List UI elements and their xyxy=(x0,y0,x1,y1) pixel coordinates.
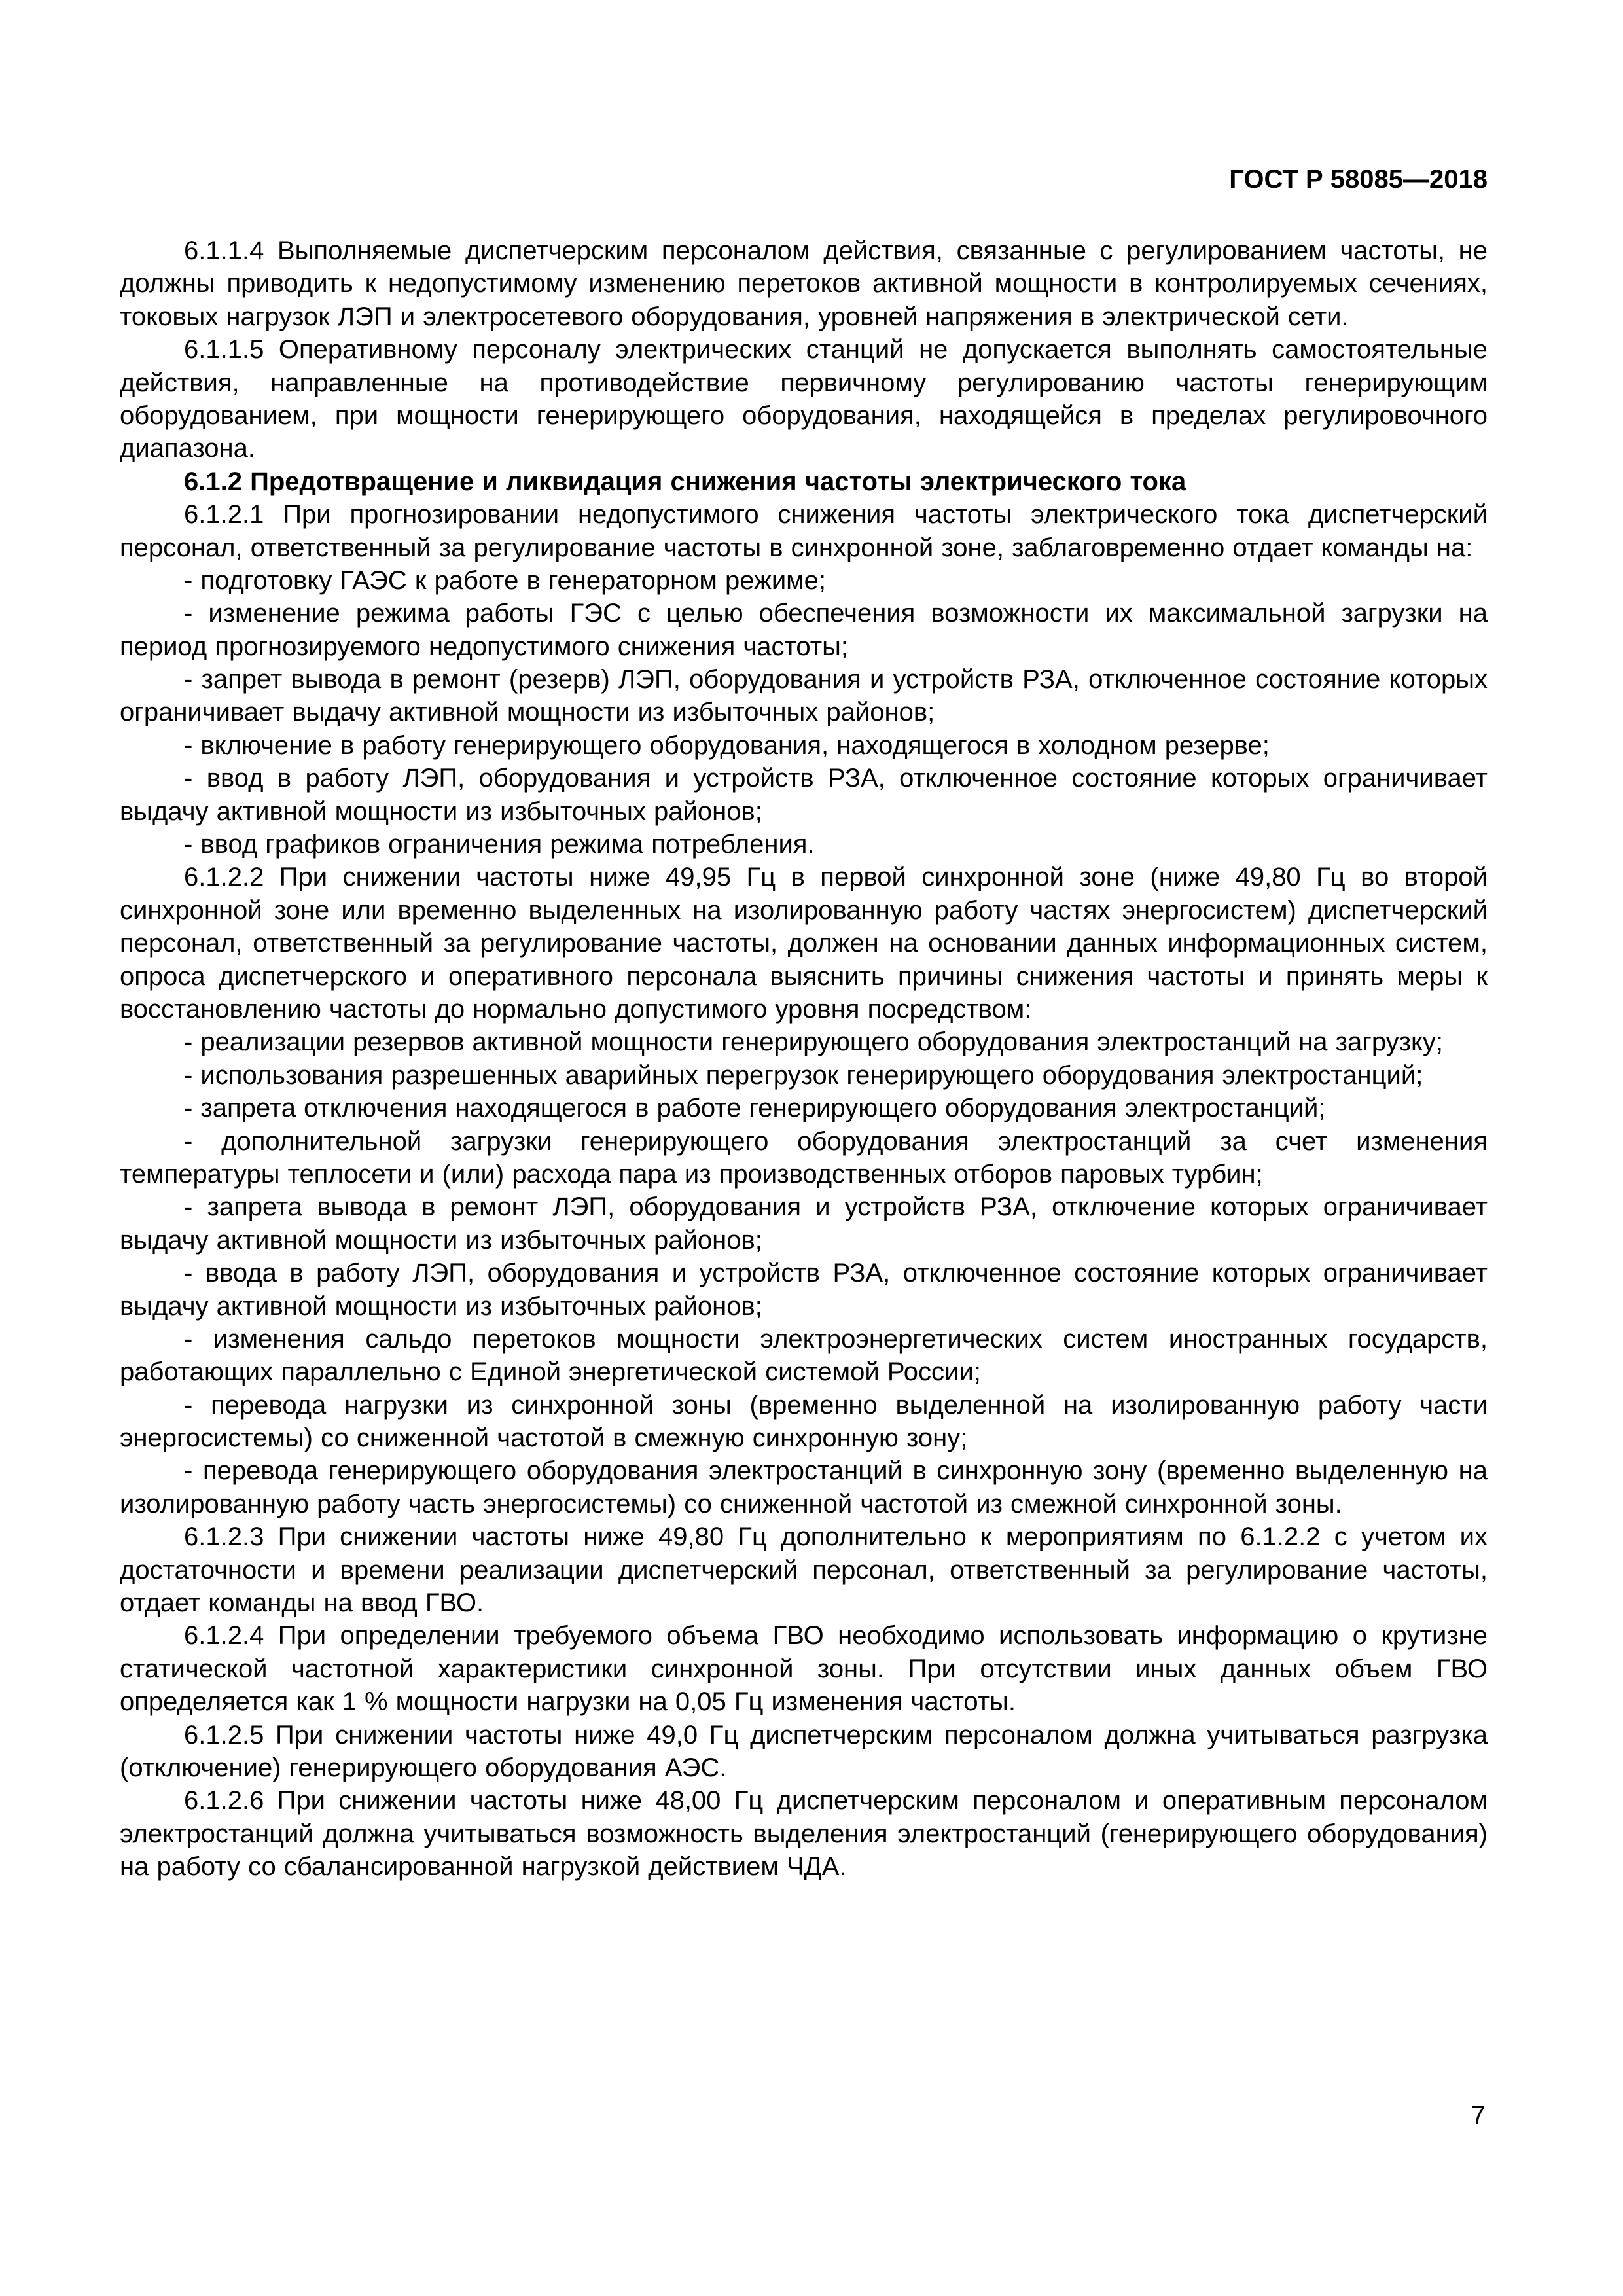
para-6-1-2-2: 6.1.2.2 При снижении частоты ниже 49,95 Гц в первой синхронной зоне (ниже 49,80 Гц во второй синхронной зоне или временно выделенных на изолированную работу частях энергосистем) диспетчерский персонал, ответственный за регулирование частоты, должен на основании данных информационных систем, опроса диспетчерского и оперативного персонала выяснить причины снижения частоты и принять меры к восстановлению частоты до нормально допустимого уровня посредством: xyxy=(120,863,1488,1024)
list-item: - изменения сальдо перетоков мощности электроэнергетических систем иностранных государств, работающих параллельно с Единой энергетической системой России; xyxy=(120,1324,1488,1387)
para-6-1-1-5: 6.1.1.5 Оперативному персоналу электрических станций не допускается выполнять самостоятельные действия, направленные на противодействие первичному регулированию частоты генерирующим оборудованием, при мощности генерирующего оборудования, находящейся в пределах регулировочного диапазона. xyxy=(120,335,1488,463)
page-content xyxy=(120,164,1488,1884)
list-item: - ввод в работу ЛЭП, оборудования и устройств РЗА, отключенное состояние которых ограничивает выдачу активной мощности из избыточных районов; xyxy=(120,764,1488,826)
list-item: - запрет вывода в ремонт (резерв) ЛЭП, оборудования и устройств РЗА, отключенное состояние которых ограничивает выдачу активной мощности из избыточных районов; xyxy=(120,665,1488,727)
list-item: - изменение режима работы ГЭС с целью обеспечения возможности их максимальной загрузки на период прогнозируемого недопустимого снижения частоты; xyxy=(120,599,1488,661)
para-6-1-2-4: 6.1.2.4 При определении требуемого объема ГВО необходимо использовать информацию о крутизне статической частотной характеристики синхронной зоны. При отсутствии иных данных объем ГВО определяется как 1 % мощности нагрузки на 0,05 Гц изменения частоты. xyxy=(120,1621,1488,1717)
list-item: - включение в работу генерирующего оборудования, находящегося в холодном резерве; xyxy=(184,730,1270,760)
list-item: - перевода генерирующего оборудования электростанций в синхронную зону (временно выделенную на изолированную работу часть энергосистемы) со сниженной частотой из смежной синхронной зоны. xyxy=(120,1456,1488,1518)
para-6-1-2-5: 6.1.2.5 При снижении частоты ниже 49,0 Гц диспетчерским персоналом должна учитываться разгрузка (отключение) генерирующего оборудования АЭС. xyxy=(120,1720,1488,1782)
list-item: - запрета вывода в ремонт ЛЭП, оборудования и устройств РЗА, отключение которых ограничивает выдачу активной мощности из избыточных районов; xyxy=(120,1193,1488,1255)
list-item: - ввода в работу ЛЭП, оборудования и устройств РЗА, отключенное состояние которых ограничивает выдачу активной мощности из избыточных районов; xyxy=(120,1259,1488,1321)
page-number: 7 xyxy=(1471,2101,1486,2130)
section-heading-6-1-2: 6.1.2 Предотвращение и ликвидация снижения частоты электрического тока xyxy=(184,467,1186,496)
para-6-1-2-6: 6.1.2.6 При снижении частоты ниже 48,00 Гц диспетчерским персоналом и оперативным персоналом электростанций должна учитываться возможность выделения электростанций (генерирующего оборудования) на работу со сбалансированной нагрузкой действием ЧДА. xyxy=(120,1786,1488,1882)
para-6-1-2-3: 6.1.2.3 При снижении частоты ниже 49,80 Гц дополнительно к мероприятиям по 6.1.2.2 с учетом их достаточности и времени реализации диспетчерский персонал, ответственный за регулирование частоты, отдает команды на ввод ГВО. xyxy=(120,1522,1488,1618)
list-item: - подготовку ГАЭС к работе в генераторном режиме; xyxy=(184,565,827,595)
list-item: - ввод графиков ограничения режима потребления. xyxy=(184,830,815,859)
document-header: ГОСТ Р 58085—2018 xyxy=(1229,165,1488,194)
list-item: - перевода нагрузки из синхронной зоны (временно выделенной на изолированную работу части энергосистемы) со сниженной частотой в смежную синхронную зону; xyxy=(120,1390,1488,1453)
para-6-1-2-1: 6.1.2.1 При прогнозировании недопустимого снижения частоты электрического тока диспетчерский персонал, ответственный за регулирование частоты в синхронной зоне, заблаговременно отдает команды на: xyxy=(120,500,1488,562)
para-6-1-1-4: 6.1.1.4 Выполняемые диспетчерским персоналом действия, связанные с регулированием частоты, не должны приводить к недопустимому изменению перетоков активной мощности в контролируемых сечениях, токовых нагрузок ЛЭП и электросетевого оборудования, уровней напряжения в электрической сети. xyxy=(120,236,1488,331)
list-item: - запрета отключения находящегося в работе генерирующего оборудования электростанций; xyxy=(184,1094,1326,1123)
list-item: - дополнительной загрузки генерирующего оборудования электростанций за счет изменения температуры теплосети и (или) расхода пара из производственных отборов паровых турбин; xyxy=(120,1126,1488,1189)
list-item: - использования разрешенных аварийных перегрузок генерирующего оборудования электростанций; xyxy=(184,1060,1423,1090)
list-item: - реализации резервов активной мощности генерирующего оборудования электростанций на загрузку; xyxy=(184,1028,1444,1057)
